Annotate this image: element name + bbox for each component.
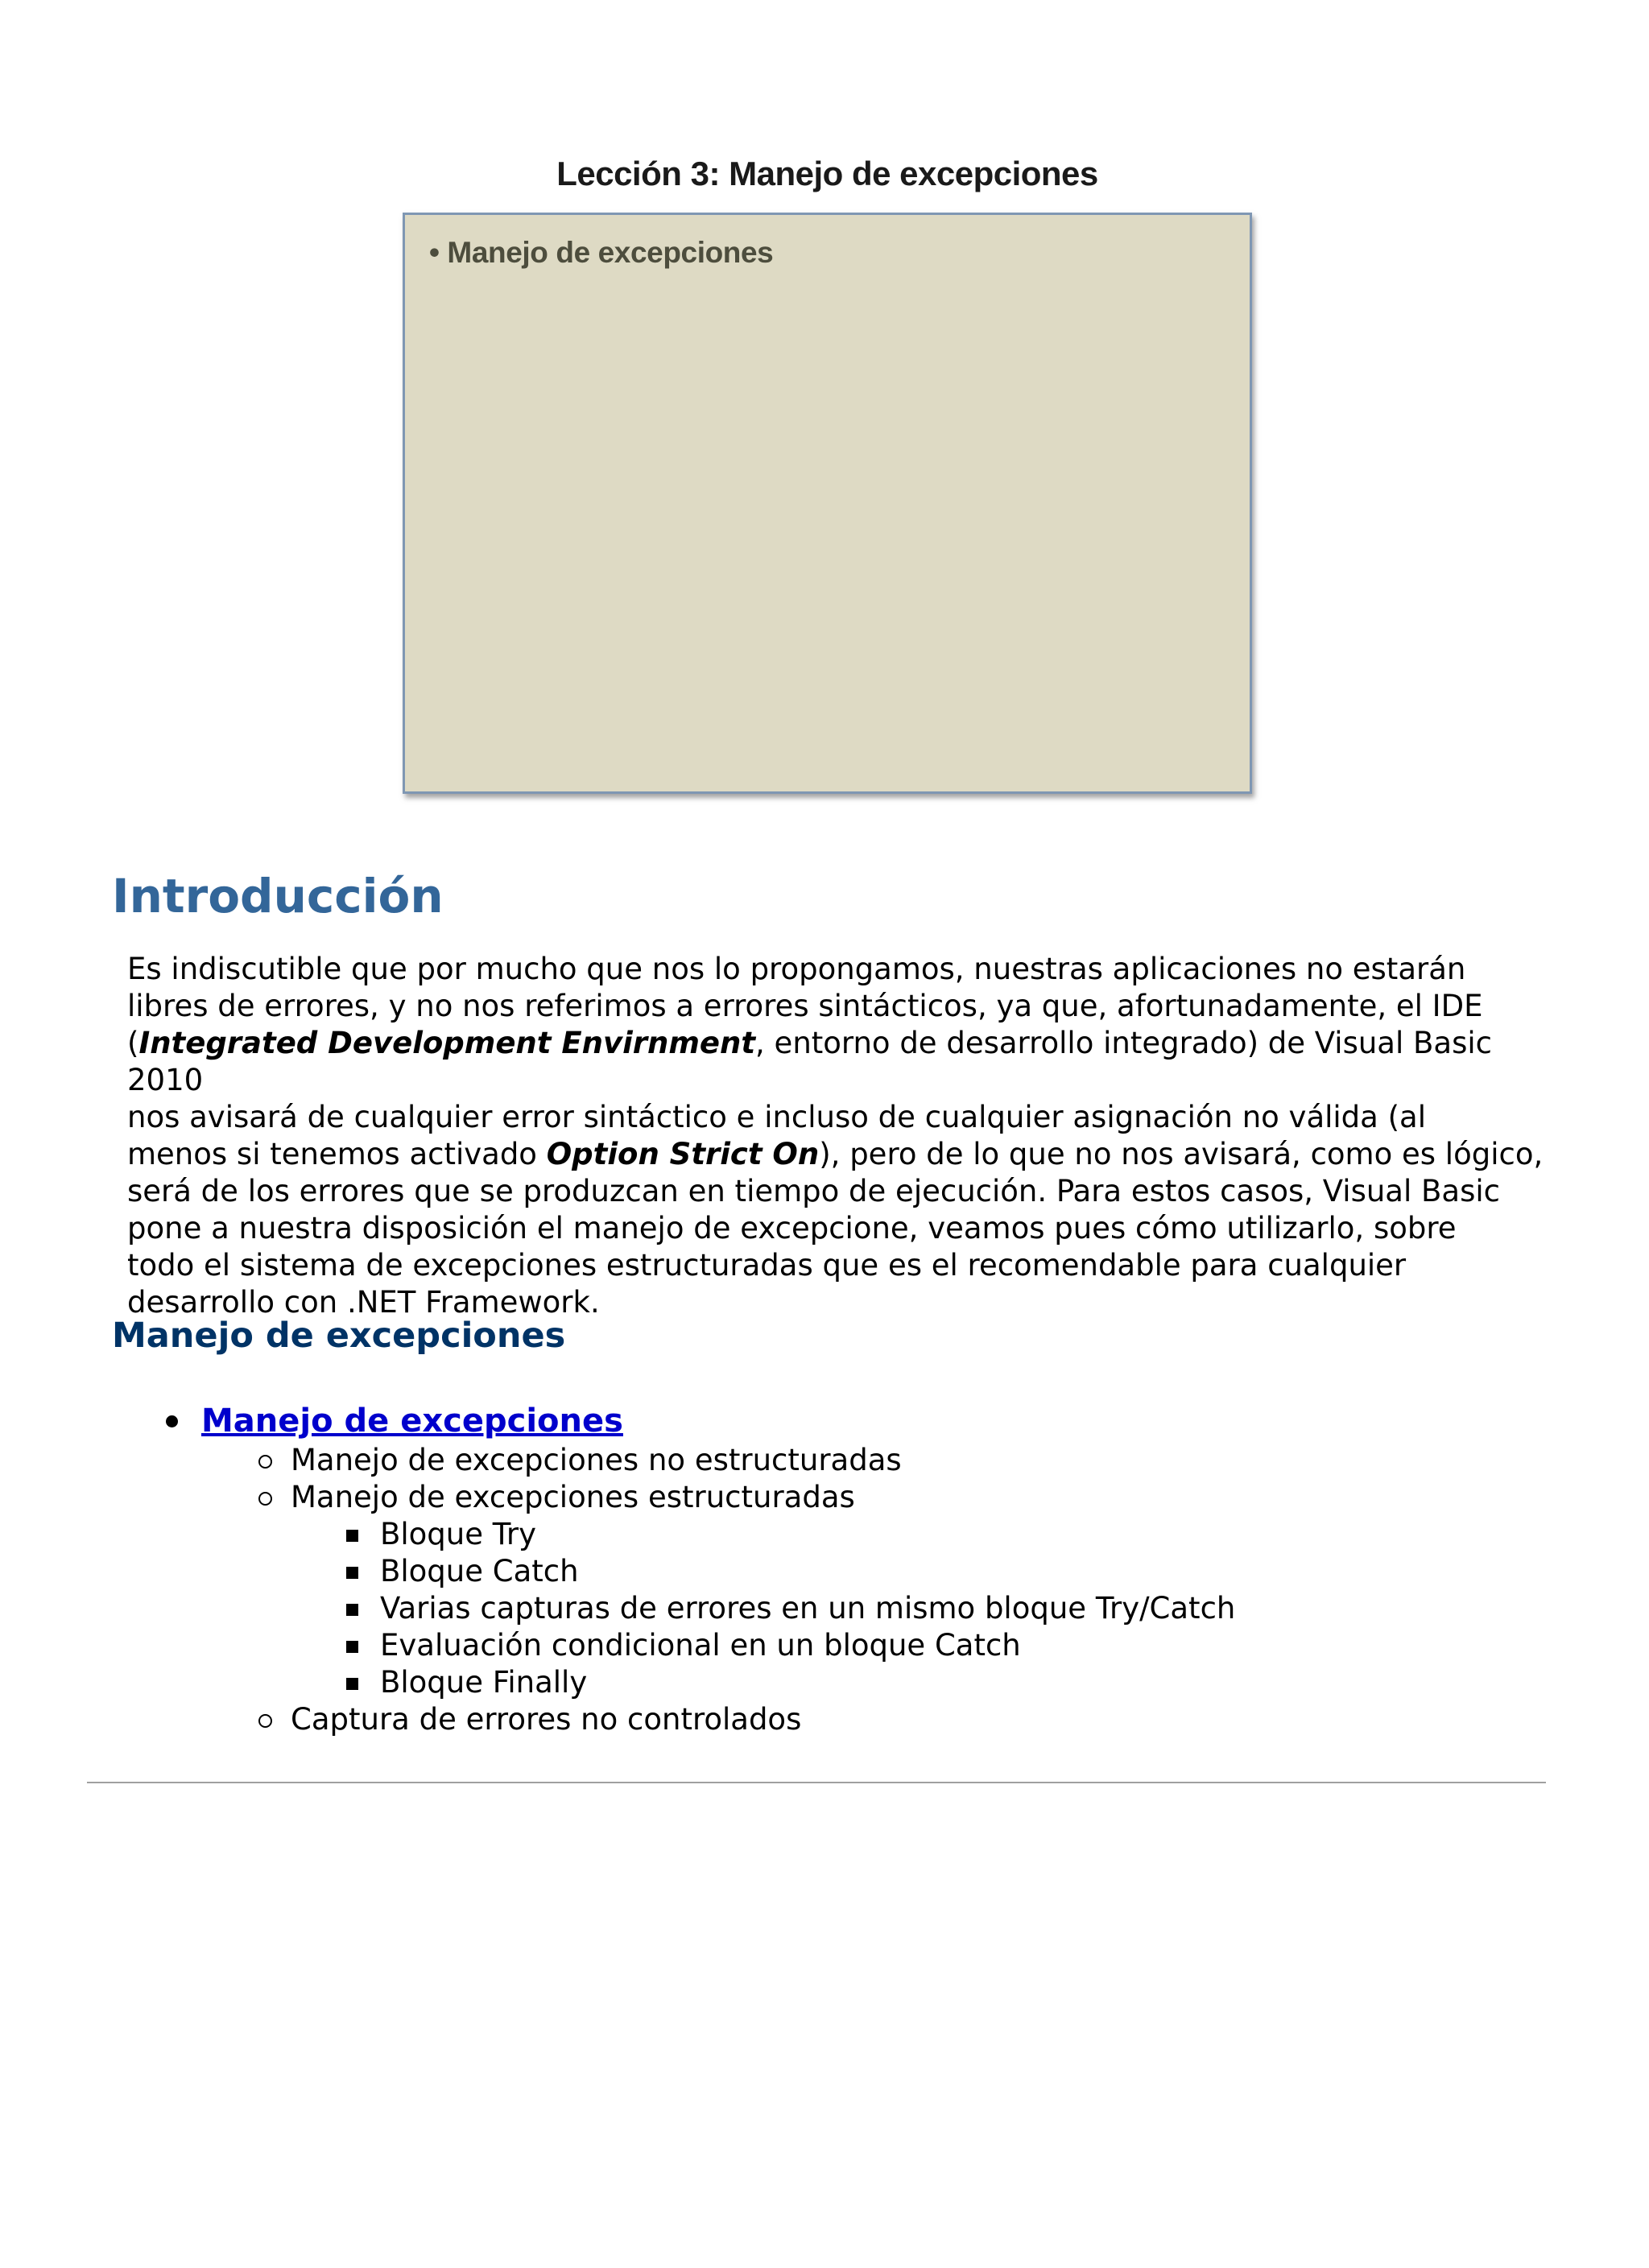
toc-item-label: Captura de errores no controlados <box>291 1702 802 1737</box>
square-bullet-icon <box>346 1678 358 1690</box>
toc-item-no-controlados <box>166 1701 1235 1738</box>
toc-item-evaluacion-condicional <box>166 1627 1235 1664</box>
toc-link-manejo-de-excepciones[interactable]: Manejo de excepciones <box>201 1403 623 1440</box>
slide-bullet-text: • Manejo de excepciones <box>429 236 774 269</box>
toc-item-bloque-catch <box>166 1553 1235 1590</box>
toc-item-estructuradas <box>166 1479 1235 1516</box>
toc-item-bloque-finally <box>166 1664 1235 1701</box>
intro-paragraph <box>127 951 1544 1321</box>
table-of-contents <box>166 1401 1235 1738</box>
toc-item-varias-capturas <box>166 1590 1235 1627</box>
horizontal-divider <box>87 1782 1546 1783</box>
square-bullet-icon <box>346 1641 358 1653</box>
toc-item-label: Bloque Finally <box>380 1665 588 1700</box>
section-heading: Manejo de excepciones <box>112 1316 566 1356</box>
toc-item-main <box>166 1401 1235 1442</box>
toc-item-label: Manejo de excepciones estructuradas <box>291 1480 855 1514</box>
intro-text-1: Es indiscutible que por mucho que nos lo propongamos, nuestras aplicaciones no estarán libres de errores, y no nos referimos a errores sintácticos, ya que, afortunadamente, el IDE ( <box>127 952 1483 1060</box>
square-bullet-icon <box>346 1567 358 1579</box>
intro-text-3: ), pero de lo que no nos avisará, como es lógico, será de los errores que se produzcan en tiempo de ejecución. Para estos casos, Visual Basic pone a nuestra disposición el manejo de excepcione, veamos pues cómo utilizarlo, sobre todo el sistema de excepciones estructuradas que es el recomendable para cualquier desarrollo con .NET Framework. <box>127 1137 1544 1320</box>
option-strict-term: Option Strict On <box>546 1137 820 1171</box>
toc-item-label: Evaluación condicional en un bloque Catch <box>380 1628 1021 1663</box>
intro-heading: Introducción <box>112 869 444 923</box>
circle-bullet-icon <box>258 1492 272 1506</box>
square-bullet-icon <box>346 1604 358 1616</box>
circle-bullet-icon <box>258 1714 272 1728</box>
intro-text-2: , entorno de desarrollo integrado) de Visual Basic 2010 nos avisará de cualquier error sintáctico e incluso de cualquier asignación no válida (al menos si tenemos activado <box>127 1026 1492 1171</box>
square-bullet-icon <box>346 1530 358 1542</box>
toc-item-label: Bloque Catch <box>380 1554 579 1588</box>
slide-image <box>403 213 1252 794</box>
disc-bullet-icon <box>166 1415 178 1427</box>
toc-item-label: Manejo de excepciones no estructuradas <box>291 1443 902 1477</box>
toc-item-no-estructuradas <box>166 1442 1235 1479</box>
slide-title: Lección 3: Manejo de excepciones <box>556 155 1098 192</box>
toc-item-label: Bloque Try <box>380 1517 537 1551</box>
toc-item-label: Varias capturas de errores en un mismo bloque Try/Catch <box>380 1591 1236 1626</box>
ide-term: Integrated Development Envirnment <box>138 1026 756 1060</box>
circle-bullet-icon <box>258 1455 272 1469</box>
toc-item-bloque-try <box>166 1516 1235 1553</box>
